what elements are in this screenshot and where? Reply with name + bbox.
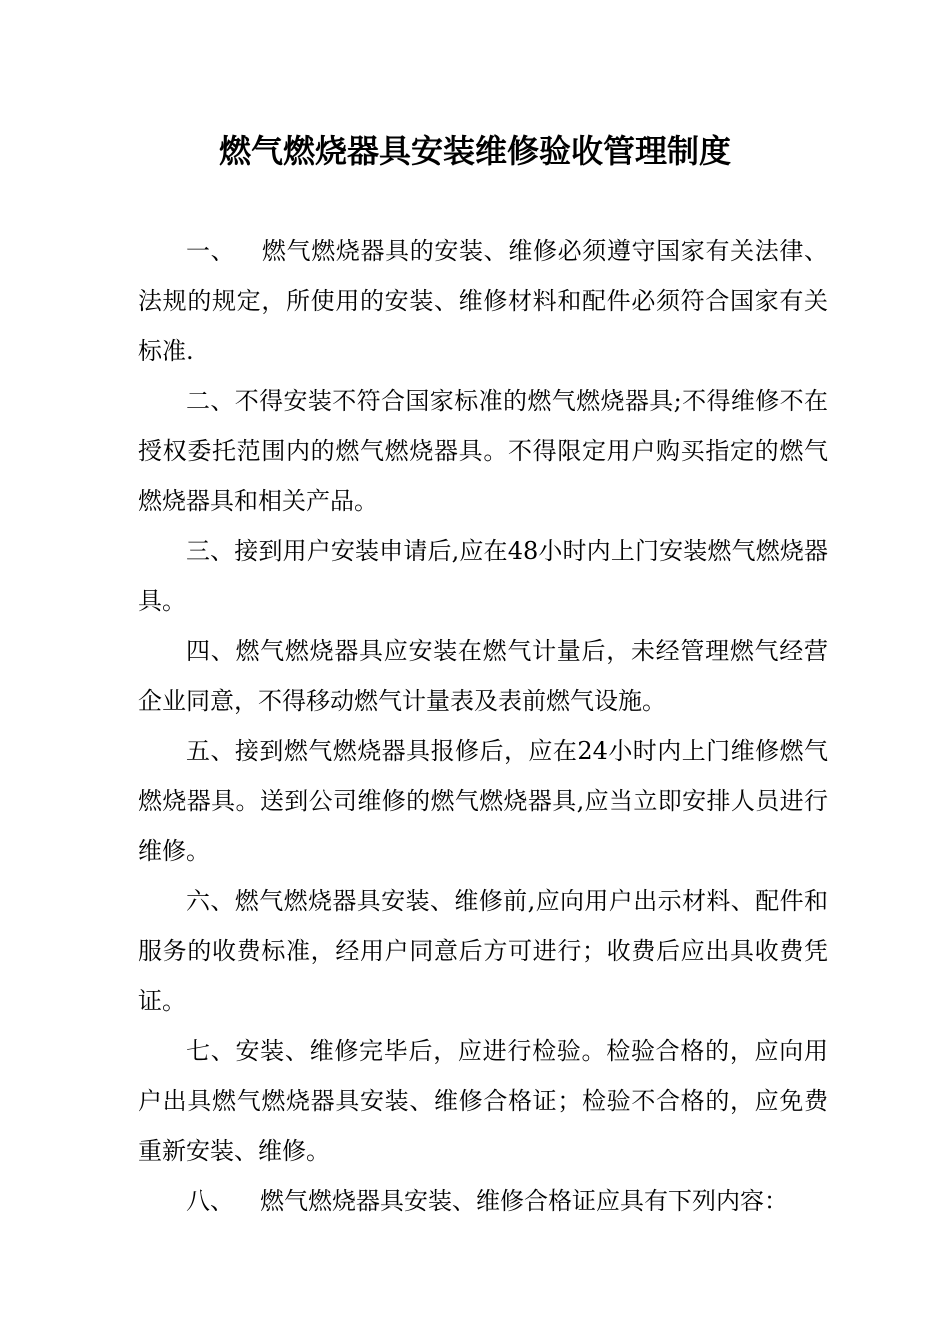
- paragraph-1-text: 燃气燃烧器具的安装、维修必须遵守国家有关法律、法规的规定，所使用的安装、维修材料和配件必须符合国家有关标准.: [138, 237, 828, 365]
- paragraph-5-text: 五、接到燃气燃烧器具报修后，应在24小时内上门维修燃气燃烧器具。送到公司维修的燃气燃烧器具,应当立即安排人员进行维修。: [138, 737, 828, 865]
- paragraph-8-marker: 八、: [186, 1187, 234, 1215]
- paragraph-7: [138, 1026, 828, 1176]
- paragraph-4: [138, 626, 828, 726]
- paragraph-6: [138, 876, 828, 1026]
- paragraph-4-text: 四、燃气燃烧器具应安装在燃气计量后，未经管理燃气经营企业同意，不得移动燃气计量表及表前燃气设施。: [138, 637, 828, 715]
- paragraph-7-text: 七、安装、维修完毕后，应进行检验。检验合格的，应向用户出具燃气燃烧器具安装、维修合格证；检验不合格的，应免费重新安装、维修。: [138, 1037, 828, 1165]
- paragraph-6-text: 六、燃气燃烧器具安装、维修前,应向用户出示材料、配件和服务的收费标准，经用户同意后方可进行；收费后应出具收费凭证。: [138, 887, 828, 1015]
- paragraph-8: [138, 1176, 828, 1226]
- document-body: [138, 226, 828, 1226]
- page-title: 燃气燃烧器具安装维修验收管理制度: [218, 132, 731, 170]
- paragraph-5: [138, 726, 828, 876]
- paragraph-1: [138, 226, 828, 376]
- paragraph-2: [138, 376, 828, 526]
- paragraph-2-text: 二、不得安装不符合国家标准的燃气燃烧器具;不得维修不在授权委托范围内的燃气燃烧器具。不得限定用户购买指定的燃气燃烧器具和相关产品。: [138, 387, 828, 515]
- paragraph-1-marker: 一、: [186, 237, 236, 265]
- paragraph-3: [138, 526, 828, 626]
- paragraph-8-text: 燃气燃烧器具安装、维修合格证应具有下列内容：: [260, 1187, 788, 1215]
- paragraph-3-text: 三、接到用户安装申请后,应在48小时内上门安装燃气燃烧器具。: [138, 537, 828, 615]
